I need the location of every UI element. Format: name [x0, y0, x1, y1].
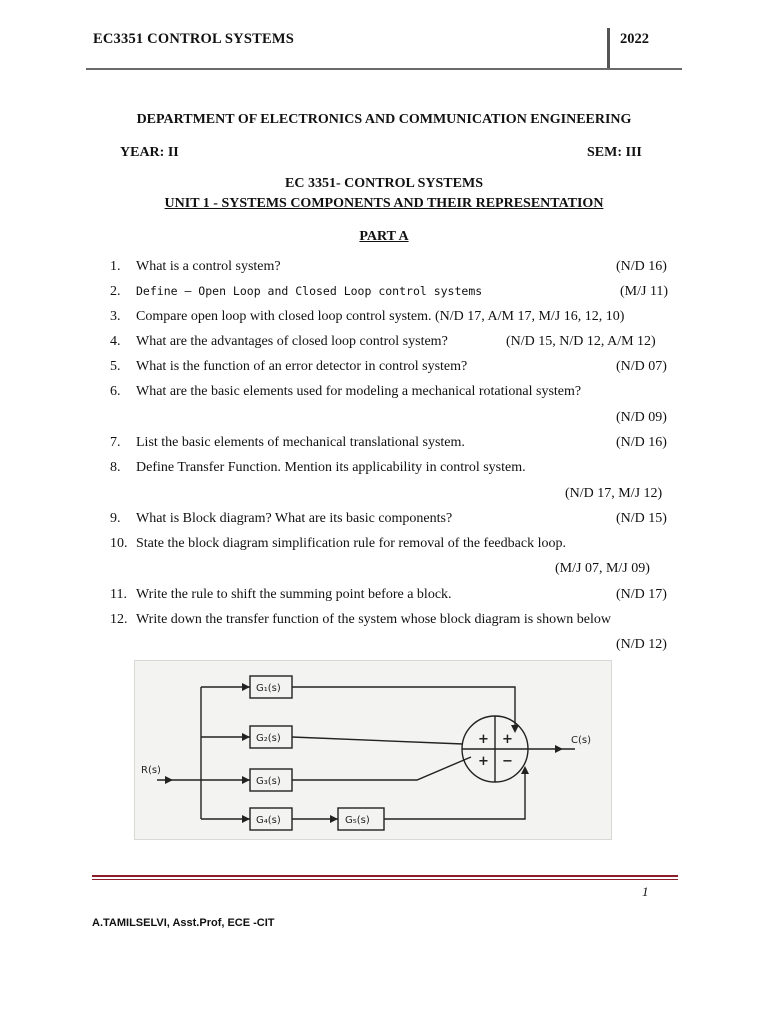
question-text: Define — Open Loop and Closed Loop control systems [136, 284, 483, 298]
diagram-block-g4: G₄(s) [256, 815, 281, 826]
question-10-ref: (M/J 07, M/J 09) [555, 561, 650, 576]
question-number: 8. [110, 460, 121, 475]
question-5 [110, 359, 467, 375]
question-text: Define Transfer Function. Mention its applicability in control system. [136, 460, 526, 475]
question-2-ref: (M/J 11) [620, 284, 669, 299]
page-number: 1 [642, 884, 649, 899]
question-number: 7. [110, 435, 121, 450]
sem-label: SEM: III [587, 145, 642, 160]
question-6-ref: (N/D 09) [616, 410, 667, 425]
question-8-ref: (N/D 17, M/J 12) [565, 486, 663, 501]
question-1-ref: (N/D 16) [616, 259, 667, 274]
question-text: What is Block diagram? What are its basic components? [136, 511, 453, 526]
question-text: List the basic elements of mechanical translational system. [136, 435, 465, 450]
question-4-ref: (N/D 15, N/D 12, A/M 12) [506, 334, 656, 349]
question-5-ref: (N/D 07) [616, 359, 667, 374]
question-12 [110, 612, 611, 628]
footer-rule-thin [92, 879, 678, 880]
question-text: State the block diagram simplification rule for removal of the feedback loop. [136, 536, 566, 551]
question-9 [110, 511, 452, 527]
question-number: 3. [110, 309, 121, 324]
question-text: What are the advantages of closed loop control system? [136, 334, 448, 349]
question-number: 4. [110, 334, 121, 349]
block-diagram-svg [135, 661, 611, 839]
question-number: 6. [110, 384, 121, 399]
header-course-title: EC3351 CONTROL SYSTEMS [93, 31, 294, 47]
diagram-block-g1: G₁(s) [256, 683, 281, 694]
question-number: 1. [110, 259, 121, 274]
question-3 [110, 309, 624, 325]
course-title: EC 3351- CONTROL SYSTEMS [285, 176, 483, 191]
diagram-block-g5: G₅(s) [345, 815, 370, 826]
question-7 [110, 435, 465, 451]
diagram-input-label: R(s) [141, 765, 161, 776]
block-diagram-figure [134, 660, 612, 840]
question-7-ref: (N/D 16) [616, 435, 667, 450]
question-text: Compare open loop with closed loop control system. (N/D 17, A/M 17, M/J 16, 12, 10) [136, 309, 625, 324]
question-2 [110, 284, 482, 300]
question-text: What is the function of an error detector in control system? [136, 359, 468, 374]
question-text: Write down the transfer function of the system whose block diagram is shown below [136, 612, 611, 627]
sum-sign-top-left: + [478, 732, 489, 747]
question-11 [110, 587, 452, 603]
question-number: 12. [110, 612, 128, 627]
header-year: 2022 [620, 31, 649, 47]
question-9-ref: (N/D 15) [616, 511, 667, 526]
diagram-block-g2: G₂(s) [256, 733, 281, 744]
question-11-ref: (N/D 17) [616, 587, 667, 602]
header-divider-vertical [607, 28, 610, 70]
question-12-ref: (N/D 12) [616, 637, 667, 652]
question-number: 2. [110, 284, 121, 299]
question-number: 5. [110, 359, 121, 374]
question-text: Write the rule to shift the summing point before a block. [136, 587, 452, 602]
question-6 [110, 384, 581, 400]
question-10 [110, 536, 566, 552]
header-rule [86, 68, 682, 70]
year-label: YEAR: II [120, 145, 179, 160]
question-number: 9. [110, 511, 121, 526]
part-title: PART A [359, 229, 409, 244]
footer-rule [92, 875, 678, 877]
department-title: DEPARTMENT OF ELECTRONICS AND COMMUNICATION ENGINEERING [136, 112, 632, 127]
sum-sign-bottom-right: − [502, 754, 513, 769]
question-8 [110, 460, 526, 476]
question-number: 11. [110, 587, 127, 602]
diagram-output-label: C(s) [571, 735, 591, 746]
sum-sign-top-right: + [502, 732, 513, 747]
question-4 [110, 334, 448, 350]
question-text: What is a control system? [136, 259, 281, 274]
question-number: 10. [110, 536, 128, 551]
question-1 [110, 259, 281, 275]
unit-title: UNIT 1 - SYSTEMS COMPONENTS AND THEIR REPRESENTATION [164, 196, 604, 211]
diagram-block-g3: G₃(s) [256, 776, 281, 787]
footer-author: A.TAMILSELVI, Asst.Prof, ECE -CIT [92, 917, 275, 929]
question-text: What are the basic elements used for modeling a mechanical rotational system? [136, 384, 582, 399]
sum-sign-bottom-left: + [478, 754, 489, 769]
